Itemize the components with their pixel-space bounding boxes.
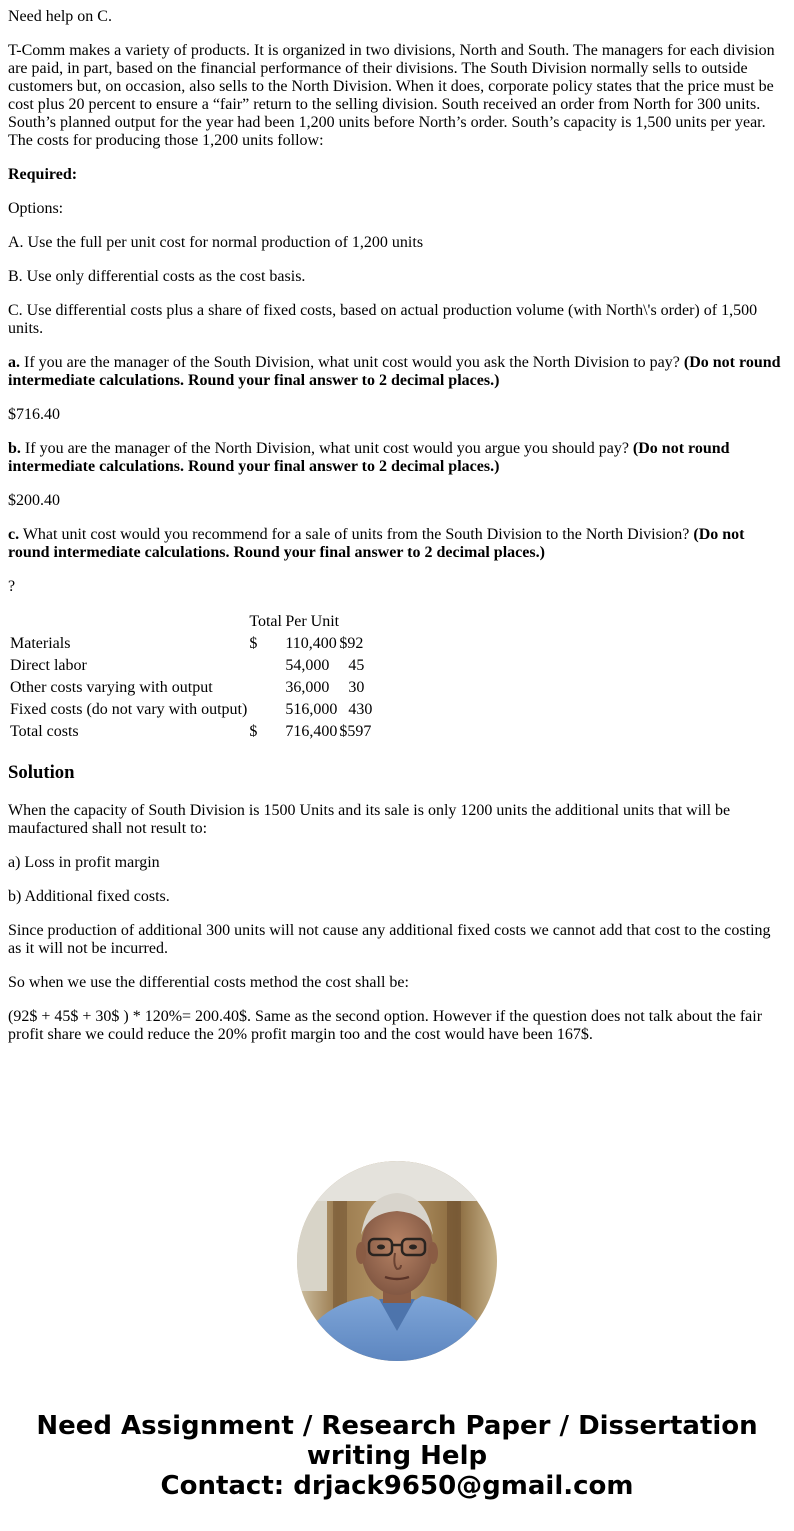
row-total-value: 54,000 xyxy=(285,657,330,674)
per-unit-value: 45 xyxy=(348,657,365,674)
per-unit-value: 30 xyxy=(348,679,365,696)
solution-heading: Solution xyxy=(8,762,75,783)
header-per-unit: Per Unit xyxy=(285,613,340,630)
row-per-unit xyxy=(339,678,372,698)
row-label: Other costs varying with output xyxy=(10,679,213,696)
part-b-text: If you are the manager of the North Division, what unit cost would you argue you should pay? xyxy=(20,440,633,457)
table-row xyxy=(10,634,372,654)
option-b: B. Use only differential costs as the cost basis. xyxy=(8,268,306,285)
promo-line-1: Need Assignment / Research Paper / Dissertation xyxy=(36,1411,758,1441)
part-a-answer: $716.40 xyxy=(8,406,60,423)
per-unit-value: 92 xyxy=(347,635,364,652)
solution-paragraph: Since production of additional 300 units will not cause any additional fixed costs we cannot add that cost to the costing as it will not be incurred. xyxy=(8,922,771,957)
row-per-unit xyxy=(339,722,372,742)
row-per-unit xyxy=(339,634,372,654)
promo-banner xyxy=(0,1411,794,1501)
header-total: Total xyxy=(249,613,282,630)
part-c-text: What unit cost would you recommend for a sale of units from the South Division to the North Division? xyxy=(19,526,694,543)
option-a: A. Use the full per unit cost for normal production of 1,200 units xyxy=(8,234,424,251)
part-a-note: (Do not round intermediate calculations. Round your final answer to 2 decimal places.) xyxy=(8,354,781,389)
dollar-sign: $ xyxy=(339,635,348,652)
options-label: Options: xyxy=(8,200,64,217)
per-unit-value: 430 xyxy=(348,701,373,718)
promo-contact[interactable]: Contact: drjack9650@gmail.com xyxy=(160,1471,634,1501)
per-unit-value: 597 xyxy=(347,723,372,740)
part-c-question xyxy=(8,526,786,562)
author-photo xyxy=(297,1161,497,1361)
document-body xyxy=(0,8,794,1044)
row-per-unit xyxy=(339,656,372,676)
row-label: Direct labor xyxy=(10,657,87,674)
promo-line-2: writing Help xyxy=(306,1441,488,1471)
row-total xyxy=(249,700,283,720)
part-a-letter: a. xyxy=(8,354,20,371)
dollar-sign: $ xyxy=(249,723,258,740)
part-a-text: If you are the manager of the South Division, what unit cost would you ask the North Division to pay? xyxy=(20,354,684,371)
cost-table-header xyxy=(10,612,372,632)
dollar-sign: $ xyxy=(339,723,348,740)
table-row xyxy=(10,700,372,720)
part-c-note: (Do not round intermediate calculations. Round your final answer to 2 decimal places.) xyxy=(8,526,745,561)
option-c: C. Use differential costs plus a share of fixed costs, based on actual production volume (with North\'s order) of 1,500 units. xyxy=(8,302,758,337)
solution-paragraph: a) Loss in profit margin xyxy=(8,854,160,871)
required-heading xyxy=(8,166,786,184)
part-b-letter: b. xyxy=(8,440,21,457)
required-label: Required: xyxy=(8,166,78,183)
row-label: Fixed costs (do not vary with output) xyxy=(10,701,248,718)
row-total-value: 110,400 xyxy=(285,635,337,652)
row-total-value: 36,000 xyxy=(285,679,330,696)
solution-paragraph: When the capacity of South Division is 1500 Units and its sale is only 1200 units the additional units that will be maufactured shall not result to: xyxy=(8,802,731,837)
cost-table xyxy=(8,610,374,744)
solution-paragraph: (92$ + 45$ + 30$ ) * 120%= 200.40$. Same as the second option. However if the question does not talk about the fair profit share we could reduce the 20% profit margin too and the cost would have been 167$. xyxy=(8,1008,763,1043)
solution-paragraph: b) Additional fixed costs. xyxy=(8,888,170,905)
table-row xyxy=(10,656,372,676)
part-c-answer: ? xyxy=(8,578,16,595)
dollar-sign: $ xyxy=(249,635,258,652)
part-c-letter: c. xyxy=(8,526,20,543)
row-total xyxy=(249,722,283,742)
row-total xyxy=(249,634,283,654)
row-total xyxy=(249,678,283,698)
row-label: Materials xyxy=(10,635,71,652)
intro-text: Need help on C. xyxy=(8,8,112,25)
row-total-value: 516,000 xyxy=(285,701,338,718)
solution-paragraph: So when we use the differential costs method the cost shall be: xyxy=(8,974,409,991)
table-row xyxy=(10,722,372,742)
author-avatar xyxy=(297,1161,497,1361)
table-row xyxy=(10,678,372,698)
row-total xyxy=(249,656,283,676)
part-b-question xyxy=(8,440,786,476)
part-a-question xyxy=(8,354,786,390)
part-b-note: (Do not round intermediate calculations. Round your final answer to 2 decimal places.) xyxy=(8,440,730,475)
row-per-unit xyxy=(339,700,372,720)
scenario-text: T-Comm makes a variety of products. It is organized in two divisions, North and South. The managers for each division are paid, in part, based on the financial performance of their divisions. The South Division normally sells to outside customers but, on occasion, also sells to the North Division. When it does, corporate policy states that the price must be cost plus 20 percent to ensure a “fair” return to the selling division. South received an order from North for 300 units. South’s planned output for the year had been 1,200 units before North’s order. South’s capacity is 1,500 units per year. The costs for producing those 1,200 units follow: xyxy=(8,42,775,149)
row-label: Total costs xyxy=(10,723,79,740)
part-b-answer: $200.40 xyxy=(8,492,60,509)
row-total-value: 716,400 xyxy=(285,723,338,740)
